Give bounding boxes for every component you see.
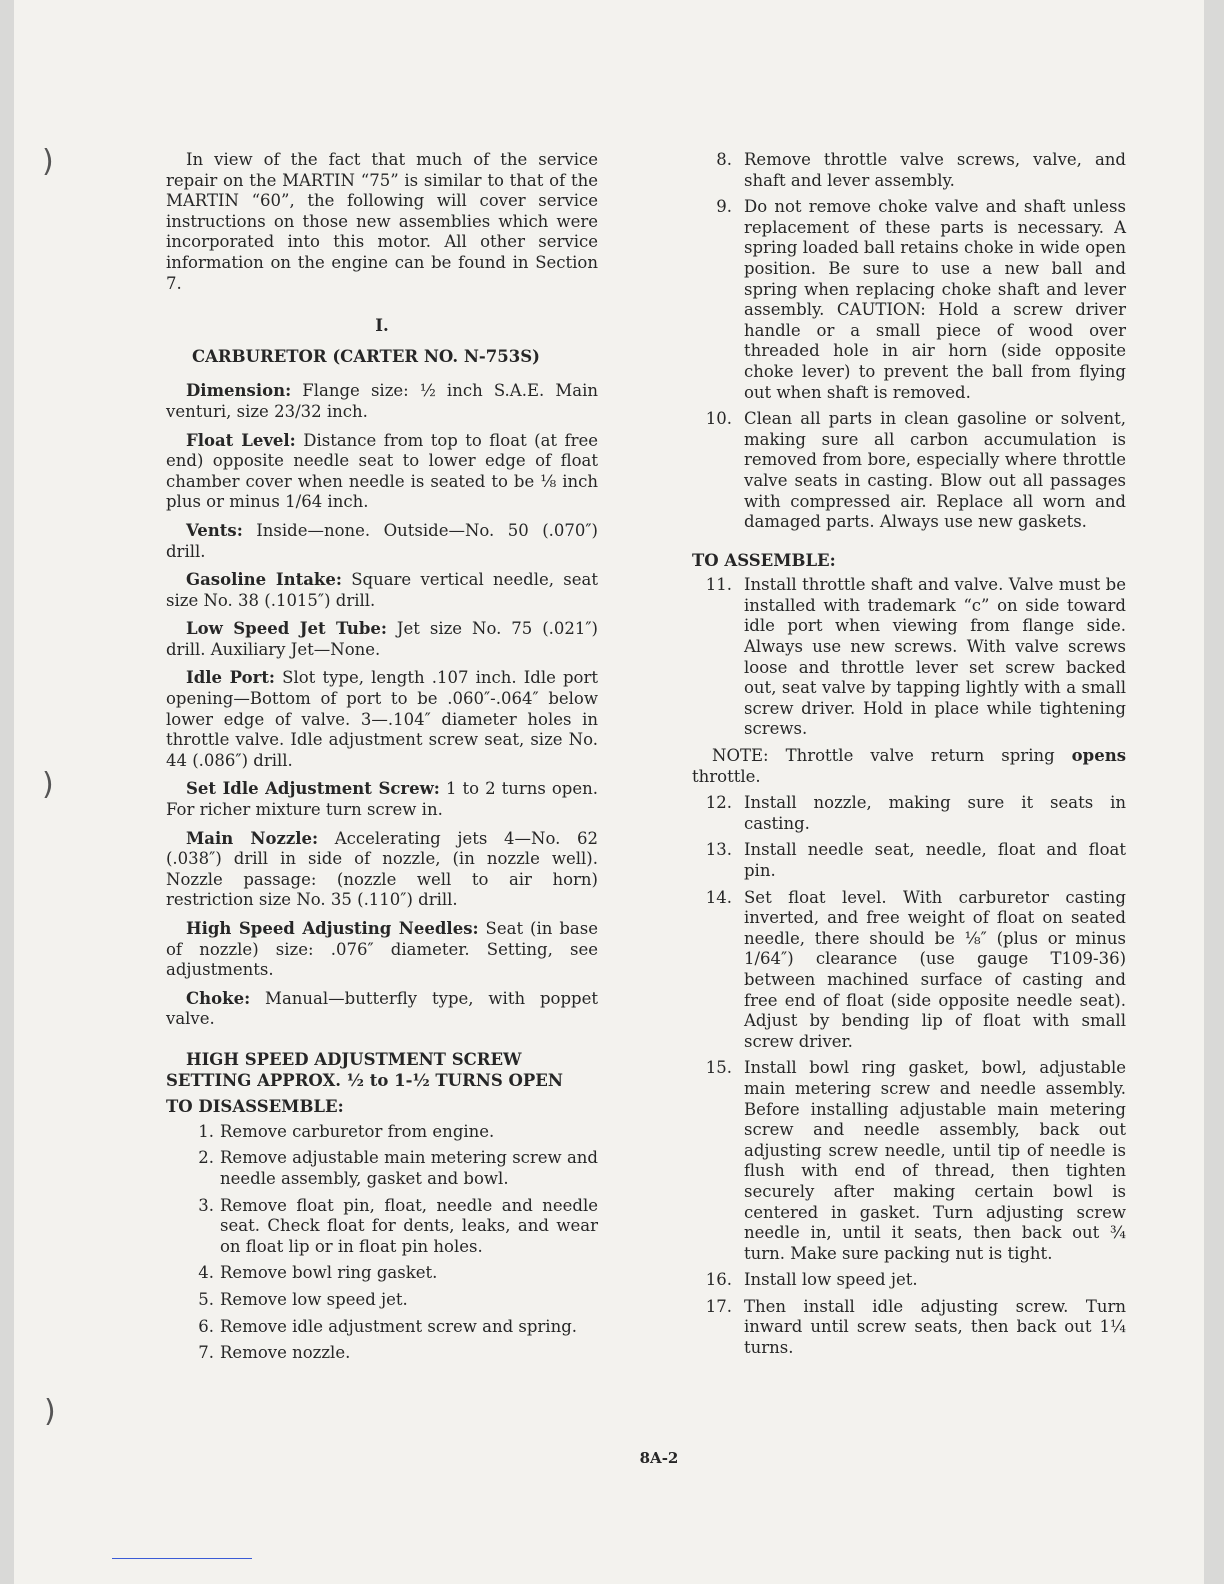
step-number: 16. xyxy=(705,1270,732,1290)
list-item xyxy=(166,1196,598,1258)
step-text: Install bowl ring gasket, bowl, adjustable main metering screw and needle assembly. Before installing adjustable main metering screw and needle assembly, back out adjusting screw needle, until tip of needle is flush with end of thread, then tighten securely after making certain bowl is centered in gasket. Turn adjusting screw needle in, until it seats, then back out ¾ turn. Make sure packing nut is tight. xyxy=(744,1058,1126,1263)
page-number: 8A-2 xyxy=(639,1449,679,1467)
list-item xyxy=(692,409,1126,533)
section-title: CARBURETOR (CARTER NO. N-753S) xyxy=(192,346,540,366)
spec-label: High Speed Adjusting Needles: xyxy=(186,919,479,938)
disassemble-list-continued xyxy=(692,150,1126,533)
step-text: Set float level. With carburetor casting inverted, and free weight of float on seated needle, there should be ⅛″ (plus or minus 1/64″) clearance (use gauge T109-36) between machined surface of casting and free end of float (side opposite needle seat). Adjust by bending lip of float with small screw driver. xyxy=(744,887,1126,1051)
step-text: Remove idle adjustment screw and spring. xyxy=(220,1316,578,1336)
step-number: 11. xyxy=(705,575,732,595)
list-item xyxy=(692,888,1126,1053)
spec-label: Gasoline Intake: xyxy=(186,570,342,590)
step-text: Remove low speed jet. xyxy=(220,1289,408,1309)
spec-list xyxy=(166,381,598,1030)
binder-hole-mark: ) xyxy=(42,767,54,802)
step-number: 6. xyxy=(198,1316,214,1336)
spec-text: Accelerating jets 4—No. 62 (.038″) drill in side of nozzle, (in nozzle well). Nozzle passage: (nozzle well to air horn) restriction size No. 35 (.110″) drill. xyxy=(166,828,598,910)
disassemble-heading: TO DISASSEMBLE: xyxy=(166,1097,344,1117)
left-column xyxy=(166,150,598,1370)
spec-text: Manual—butterfly type, with poppet valve. xyxy=(166,988,598,1029)
spec-item xyxy=(166,989,598,1030)
step-number: 7. xyxy=(198,1343,214,1363)
step-number: 5. xyxy=(198,1289,214,1309)
adjustment-heading-line1: HIGH SPEED ADJUSTMENT SCREW xyxy=(186,1049,522,1069)
list-item xyxy=(692,840,1126,881)
spec-item xyxy=(166,619,598,660)
step-number: 14. xyxy=(705,887,732,907)
spec-item xyxy=(166,381,598,422)
note-suffix: throttle. xyxy=(692,766,761,786)
spec-item xyxy=(166,668,598,771)
spec-text: Distance from top to float (at free end) opposite needle seat to lower edge of float chamber cover when needle is seated to be ⅛ inch plus or minus 1/64 inch. xyxy=(166,430,598,512)
list-item xyxy=(166,1122,598,1143)
step-number: 15. xyxy=(705,1058,732,1078)
adjustment-heading-line2: SETTING APPROX. ½ to 1-½ TURNS OPEN xyxy=(166,1070,563,1090)
assemble-list-continued xyxy=(692,793,1126,1358)
intro-paragraph: In view of the fact that much of the service repair on the MARTIN “75” is similar to that of the MARTIN “60”, the following will cover service instructions on those new assemblies which were incorporated into this motor. All other service information on the engine can be found in Section 7. xyxy=(166,150,598,293)
step-number: 12. xyxy=(705,793,732,813)
step-text: Then install idle adjusting screw. Turn inward until screw seats, then back out 1¼ turns. xyxy=(744,1296,1126,1358)
step-text: Remove adjustable main metering screw and needle assembly, gasket and bowl. xyxy=(220,1148,598,1188)
step-text: Remove bowl ring gasket. xyxy=(220,1263,438,1283)
step-number: 3. xyxy=(198,1195,214,1215)
list-item xyxy=(166,1263,598,1284)
step-text: Install nozzle, making sure it seats in casting. xyxy=(744,793,1126,833)
step-number: 1. xyxy=(198,1121,214,1141)
binder-hole-mark: ) xyxy=(44,1394,56,1429)
list-item xyxy=(692,575,1126,740)
spec-item xyxy=(166,919,598,981)
spec-text: 1 to 2 turns open. For richer mixture turn screw in. xyxy=(166,779,599,820)
spec-text: Inside—none. Outside—No. 50 (.070″) drill. xyxy=(166,520,598,561)
list-item xyxy=(166,1290,598,1311)
note-prefix: NOTE: Throttle valve return spring xyxy=(712,746,1072,766)
step-number: 13. xyxy=(705,840,732,860)
spec-item xyxy=(166,521,598,562)
list-item xyxy=(692,793,1126,834)
spec-item xyxy=(166,779,598,820)
right-column xyxy=(692,150,1126,1365)
list-item xyxy=(166,1317,598,1338)
spec-item xyxy=(166,829,598,911)
step-text: Remove float pin, float, needle and needle seat. Check float for dents, leaks, and wear on float lip or in float pin holes. xyxy=(220,1195,598,1256)
step-text: Install low speed jet. xyxy=(744,1270,918,1290)
document-page xyxy=(14,0,1204,1584)
step-number: 17. xyxy=(705,1296,732,1316)
step-number: 4. xyxy=(198,1263,214,1283)
step-text: Install throttle shaft and valve. Valve must be installed with trademark “c” on side toward idle port when viewing from flange side. Always use new screws. With valve screws loose and throttle lever set screw backed out, seat valve by tapping lightly with a small screw driver. Hold in place while tightening screws. xyxy=(744,575,1126,739)
section-number: I. xyxy=(375,316,389,336)
step-text: Remove throttle valve screws, valve, and shaft and lever assembly. xyxy=(744,150,1126,190)
spec-label: Vents: xyxy=(186,520,243,540)
spec-text: Flange size: ½ inch S.A.E. Main venturi, size 23/32 inch. xyxy=(166,381,598,421)
step-text: Clean all parts in clean gasoline or solvent, making sure all carbon accumulation is removed from bore, especially where throttle valve seats in casting. Blow out all passages with compressed air. Replace all worn and damaged parts. Always use new gaskets. xyxy=(744,409,1126,532)
binder-hole-mark: ) xyxy=(42,144,54,179)
step-text: Do not remove choke valve and shaft unless replacement of these parts is necessary. A spring loaded ball retains choke in wide open position. Be sure to use a new ball and spring when replacing choke shaft and lever assembly. CAUTION: Hold a screw driver handle or a small piece of wood over threaded hole in air horn (side opposite choke lever) to prevent the ball from flying out when shaft is removed. xyxy=(744,197,1126,402)
list-item xyxy=(692,197,1126,403)
list-item xyxy=(166,1343,598,1364)
disassemble-list xyxy=(166,1122,598,1364)
spec-item xyxy=(166,431,598,513)
spec-label: Idle Port: xyxy=(186,668,276,688)
spec-text: Slot type, length .107 inch. Idle port opening—Bottom of port to be .060″-.064″ below lower edge of valve. 3—.104″ diameter holes in throttle valve. Idle adjustment screw seat, size No. 44 (.086″) drill. xyxy=(166,668,598,770)
assemble-list xyxy=(692,575,1126,740)
step-text: Remove carburetor from engine. xyxy=(220,1121,495,1141)
bottom-rule xyxy=(112,1558,252,1559)
assemble-heading: TO ASSEMBLE: xyxy=(692,550,836,570)
step-text: Remove nozzle. xyxy=(220,1343,351,1363)
spec-label: Set Idle Adjustment Screw: xyxy=(186,779,440,799)
spec-text: Square vertical needle, seat size No. 38 (.1015″) drill. xyxy=(166,570,598,610)
list-item xyxy=(692,1058,1126,1264)
list-item xyxy=(166,1148,598,1189)
spec-text: Jet size No. 75 (.021″) drill. Auxiliary Jet—None. xyxy=(166,619,598,659)
spec-label: Low Speed Jet Tube: xyxy=(186,619,387,639)
step-number: 10. xyxy=(705,409,732,429)
list-item xyxy=(692,150,1126,191)
throttle-note xyxy=(692,746,1126,787)
spec-label: Main Nozzle: xyxy=(186,828,319,848)
spec-label: Dimension: xyxy=(186,381,292,401)
step-number: 9. xyxy=(716,197,732,217)
list-item xyxy=(692,1270,1126,1291)
spec-text: Seat (in base of nozzle) size: .076″ diameter. Setting, see adjustments. xyxy=(166,919,599,980)
spec-label: Choke: xyxy=(186,988,251,1008)
step-number: 8. xyxy=(716,150,732,169)
note-emphasis: opens xyxy=(1071,746,1126,766)
spec-label: Float Level: xyxy=(186,430,296,450)
spec-item xyxy=(166,570,598,611)
list-item xyxy=(692,1297,1126,1359)
step-number: 2. xyxy=(198,1148,214,1168)
step-text: Install needle seat, needle, float and float pin. xyxy=(744,840,1126,880)
